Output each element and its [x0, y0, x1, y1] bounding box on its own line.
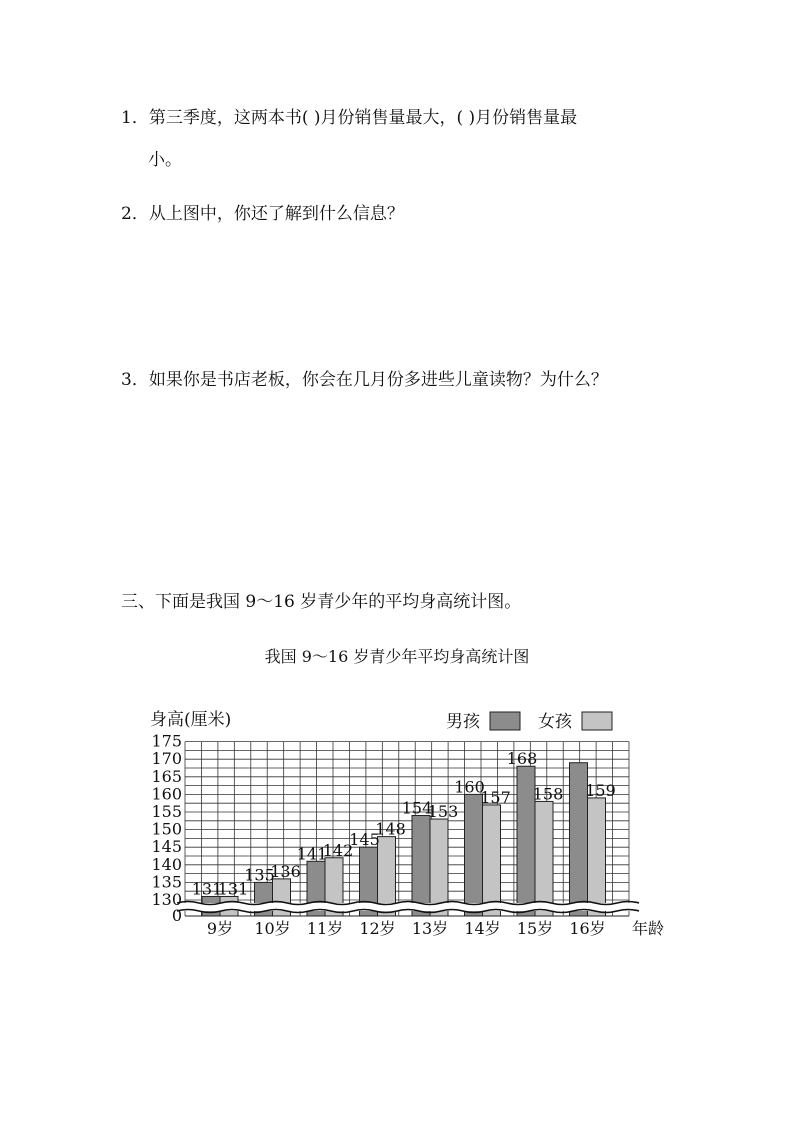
bar-value-label: 135 — [244, 865, 275, 885]
x-tick-label: 10岁 — [254, 919, 291, 938]
bar-value-label: 158 — [532, 784, 564, 804]
section-3-heading: 三、下面是我国 9～16 岁青少年的平均身高统计图。 — [121, 592, 522, 612]
y-tick-label: 170 — [151, 749, 182, 769]
x-tick-label: 12岁 — [359, 919, 396, 938]
girl-bar — [483, 805, 501, 916]
bar-value-label: 154 — [401, 798, 433, 818]
x-tick-label: 14岁 — [464, 919, 501, 938]
axis-break — [177, 902, 639, 913]
y-tick-label: 150 — [151, 819, 182, 839]
bar-value-label: 145 — [349, 830, 380, 850]
x-axis-label: 年龄 — [632, 919, 665, 938]
x-tick-label: 9岁 — [206, 919, 234, 938]
boy-bar — [465, 794, 483, 916]
legend-swatch-girls — [582, 712, 612, 730]
question-1-line-2: 小。 — [148, 150, 182, 170]
bar-value-label: 131 — [217, 879, 249, 899]
y-tick-label: 175 — [151, 731, 182, 751]
bar-value-label: 141 — [296, 844, 328, 864]
x-tick-label: 13岁 — [411, 919, 449, 938]
bar-value-label: 148 — [375, 819, 406, 839]
question-3: 3．如果你是书店老板，你会在几月份多进些儿童读物？为什么？ — [121, 370, 608, 390]
height-bar-chart — [140, 700, 670, 950]
bar-value-label: 136 — [270, 861, 301, 881]
bar-value-label: 160 — [454, 777, 485, 797]
legend-swatch-boys — [490, 712, 520, 730]
x-tick-label: 11岁 — [306, 919, 344, 938]
question-2: 2．从上图中，你还了解到什么信息？ — [121, 204, 404, 224]
chart-title: 我国 9～16 岁青少年平均身高统计图 — [264, 647, 530, 666]
y-tick-label: 165 — [151, 766, 182, 786]
x-tick-label: 15岁 — [516, 919, 554, 938]
y-tick-label: 155 — [151, 802, 182, 821]
bar-value-label: 159 — [585, 780, 616, 800]
chart-grid — [185, 742, 629, 916]
y-tick-label: 130 — [151, 890, 182, 909]
girl-bar — [535, 801, 553, 916]
boy-bar — [412, 816, 430, 916]
girl-bar — [588, 798, 606, 916]
y-axis-label: 身高(厘米) — [150, 710, 232, 730]
y-tick-label: 0 — [171, 906, 182, 925]
bar-value-label: 131 — [191, 879, 223, 899]
legend-label-girls: 女孩 — [538, 712, 572, 732]
legend-label-boys: 男孩 — [446, 712, 480, 732]
bar-value-label: 157 — [480, 787, 511, 807]
y-tick-label: 160 — [151, 784, 182, 804]
y-tick-label: 145 — [151, 837, 182, 857]
question-1-line-1: 1．第三季度，这两本书( )月份销售量最大，( )月份销售量最 — [121, 108, 578, 128]
x-tick-label: 16岁 — [569, 919, 606, 938]
bar-value-label: 142 — [322, 840, 354, 860]
bar-value-label: 153 — [427, 802, 459, 822]
y-tick-label: 135 — [151, 872, 182, 892]
y-tick-label: 140 — [151, 854, 182, 874]
bar-value-label: 168 — [506, 749, 538, 769]
